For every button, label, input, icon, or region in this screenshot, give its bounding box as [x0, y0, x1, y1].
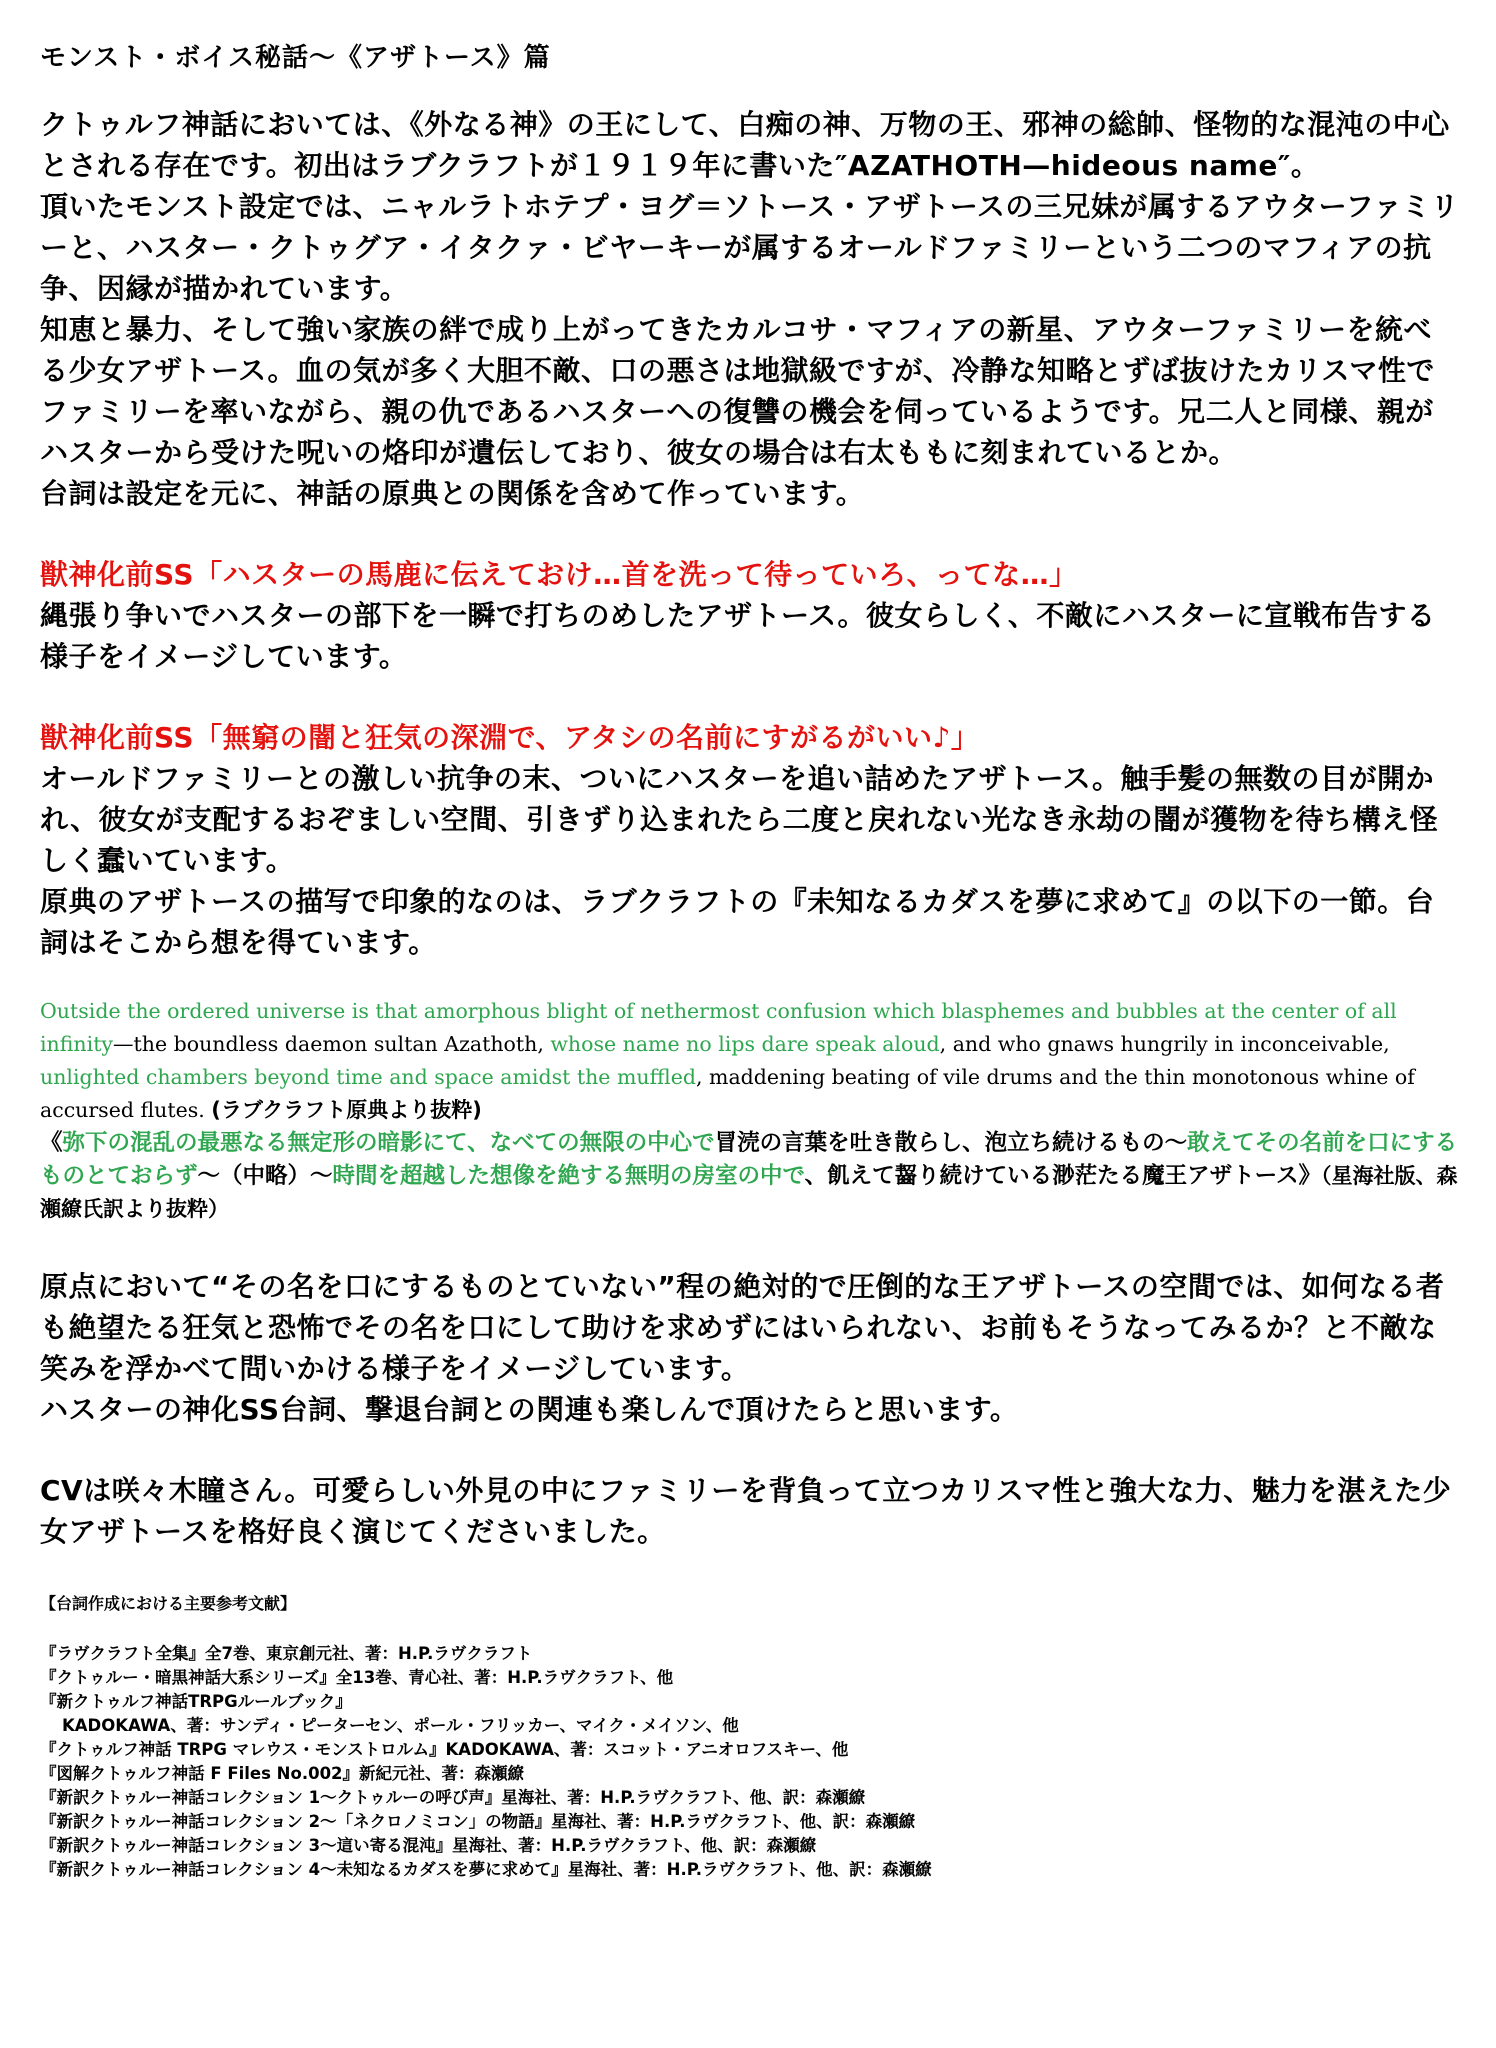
ss2-section: [40, 717, 1460, 963]
quote-text: —the boundless daemon sultan Azathoth,: [113, 1032, 551, 1056]
reference-item: 『クトゥルー・暗黒神話大系シリーズ』全13巻、青心社、著：H.P.ラヴクラフト、他: [40, 1668, 674, 1687]
intro-paragraph: 頂いたモンスト設定では、ニャルラトホテプ・ヨグ＝ソトース・アザトースの三兄妹が属するアウターファミリーと、ハスター・クトゥグア・イタクァ・ビヤーキーが属するオールドファミリーという二つのマフィアの抗争、因縁が描かれています。: [40, 190, 1460, 305]
outro-paragraph: 原点において“その名を口にするものとていない”程の絶対的で圧倒的な王アザトースの空間では、如何なる者も絶望たる狂気と恐怖でその名を口にして助けを求めずにはいられない、お前もそうなってみるか？と不敵な笑みを浮かべて問いかける様子をイメージしています。: [40, 1270, 1445, 1385]
quote-text: , and who gnaws hungrily in inconceivable,: [939, 1032, 1390, 1056]
page-title: モンスト・ボイス秘話～《アザトース》篇: [40, 43, 551, 73]
quote-text: ～（中略）～: [197, 1163, 333, 1189]
quote-highlight: unlighted chambers beyond time and space amidst the muffled: [40, 1065, 696, 1089]
quote-source-note: (ラブクラフト原典より抜粋): [211, 1098, 482, 1122]
outro-paragraph: ハスターの神化SS台詞、撃退台詞との関連も楽しんで頂けたらと思います。: [40, 1393, 1019, 1426]
reference-item: 『図解クトゥルフ神話 F Files No.002』新紀元社、著：森瀬繚: [40, 1764, 525, 1783]
document-page: [40, 40, 1460, 1882]
quote-text: 、飢えて齧り続けている渺茫たる魔王アザトース》: [804, 1163, 1321, 1189]
quote-text: 冒涜の言葉を吐き散らし、泡立ち続けるもの～: [714, 1130, 1188, 1156]
intro-section: [40, 104, 1460, 514]
intro-paragraph: 台詞は設定を元に、神話の原典との関係を含めて作っています。: [40, 477, 865, 510]
ss2-text: 原典のアザトースの描写で印象的なのは、ラブクラフトの『未知なるカダスを夢に求めて』の以下の一節。台詞はそこから想を得ています。: [40, 885, 1435, 959]
reference-item: 『クトゥルフ神話 TRPG マレウス・モンストロルム』KADOKAWA、著：スコット・アニオロフスキー、他: [40, 1740, 849, 1759]
ss2-heading: 獣神化前SS「無窮の闇と狂気の深淵で、アタシの名前にすがるがいい♪」: [40, 721, 980, 754]
japanese-quote: [40, 1127, 1460, 1226]
intro-paragraph: クトゥルフ神話においては、《外なる神》の王にして、白痴の神、万物の王、邪神の総帥、怪物的な混沌の中心とされる存在です。初出はラブクラフトが１９１９年に書いた″AZATHOTH—hideous name″。: [40, 108, 1450, 182]
quote-text: 《: [40, 1130, 63, 1156]
references-heading: 【台詞作成における主要参考文献】: [40, 1594, 297, 1613]
ss1-text: 縄張り争いでハスターの部下を一瞬で打ちのめしたアザトース。彼女らしく、不敵にハスターに宣戦布告する様子をイメージしています。: [40, 599, 1436, 673]
reference-item: 『ラヴクラフト全集』全7巻、東京創元社、著：H.P.ラヴクラフト: [40, 1644, 533, 1663]
ss2-text: オールドファミリーとの激しい抗争の末、ついにハスターを追い詰めたアザトース。触手髪の無数の目が開かれ、彼女が支配するおぞましい空間、引きずり込まれたら二度と戻れない光なき永劫の闇が獲物を待ち構え怪しく蠢いています。: [40, 762, 1439, 877]
quote-text: , maddening beating of vile drums and the thin monotonous whine of accursed flutes.: [40, 1065, 1415, 1122]
quote-highlight: 時間を超越した想像を絶する無明の房室の中で: [332, 1163, 805, 1189]
reference-item: 『新訳クトゥルー神話コレクション 3～這い寄る混沌』星海社、著：H.P.ラヴクラフト、他、訳：森瀬繚: [40, 1836, 817, 1855]
references-section: [40, 1592, 1460, 1882]
reference-item: 『新クトゥルフ神話TRPGルールブック』: [40, 1692, 352, 1711]
quote-highlight: whose name no lips dare speak aloud: [550, 1032, 940, 1056]
quote-highlight: 敢えてその名前を口にするものとておらず: [40, 1130, 1458, 1189]
cv-section: [40, 1470, 1460, 1552]
reference-item: 『新訳クトゥルー神話コレクション 4～未知なるカダスを夢に求めて』星海社、著：H.P.ラヴクラフト、他、訳：森瀬繚: [40, 1860, 932, 1879]
outro-section: [40, 1266, 1460, 1430]
quote-source-note: （星海社版、森瀬繚氏訳より抜粋）: [40, 1164, 1458, 1221]
ss1-heading: 獣神化前SS「ハスターの馬鹿に伝えておけ…首を洗って待っていろ、ってな…」: [40, 558, 1078, 591]
quote-highlight: Outside the ordered universe is that amorphous blight of nethermost confusion which blasphemes and bubbles at the center of all infinity: [40, 999, 1397, 1056]
quote-highlight: 弥下の混乱の最悪なる無定形の暗影にて、なべての無限の中心で: [62, 1130, 715, 1156]
reference-item: 『新訳クトゥルー神話コレクション 1～クトゥルーの呼び声』星海社、著：H.P.ラヴクラフト、他、訳：森瀬繚: [40, 1788, 866, 1807]
intro-paragraph: 知恵と暴力、そして強い家族の絆で成り上がってきたカルコサ・マフィアの新星、アウターファミリーを統べる少女アザトース。血の気が多く大胆不敵、口の悪さは地獄級ですが、冷静な知略とずば抜けたカリスマ性でファミリーを率いながら、親の仇であるハスターへの復讐の機会を伺っているようです。兄二人と同様、親がハスターから受けた呪いの烙印が遺伝しており、彼女の場合は右太ももに刻まれているとか。: [40, 313, 1435, 469]
ss1-section: [40, 554, 1460, 677]
reference-item: 『新訳クトゥルー神話コレクション 2～「ネクロノミコン」の物語』星海社、著：H.P.ラヴクラフト、他、訳：森瀬繚: [40, 1812, 916, 1831]
references-list: [40, 1642, 1460, 1882]
reference-item: KADOKAWA、著：サンディ・ピーターセン、ポール・フリッカー、マイク・メイソン、他: [62, 1716, 739, 1735]
cv-paragraph: CVは咲々木瞳さん。可愛らしい外見の中にファミリーを背負って立つカリスマ性と強大な力、魅力を湛えた少女アザトースを格好良く演じてくださいました。: [40, 1474, 1452, 1548]
english-quote: [40, 995, 1460, 1127]
